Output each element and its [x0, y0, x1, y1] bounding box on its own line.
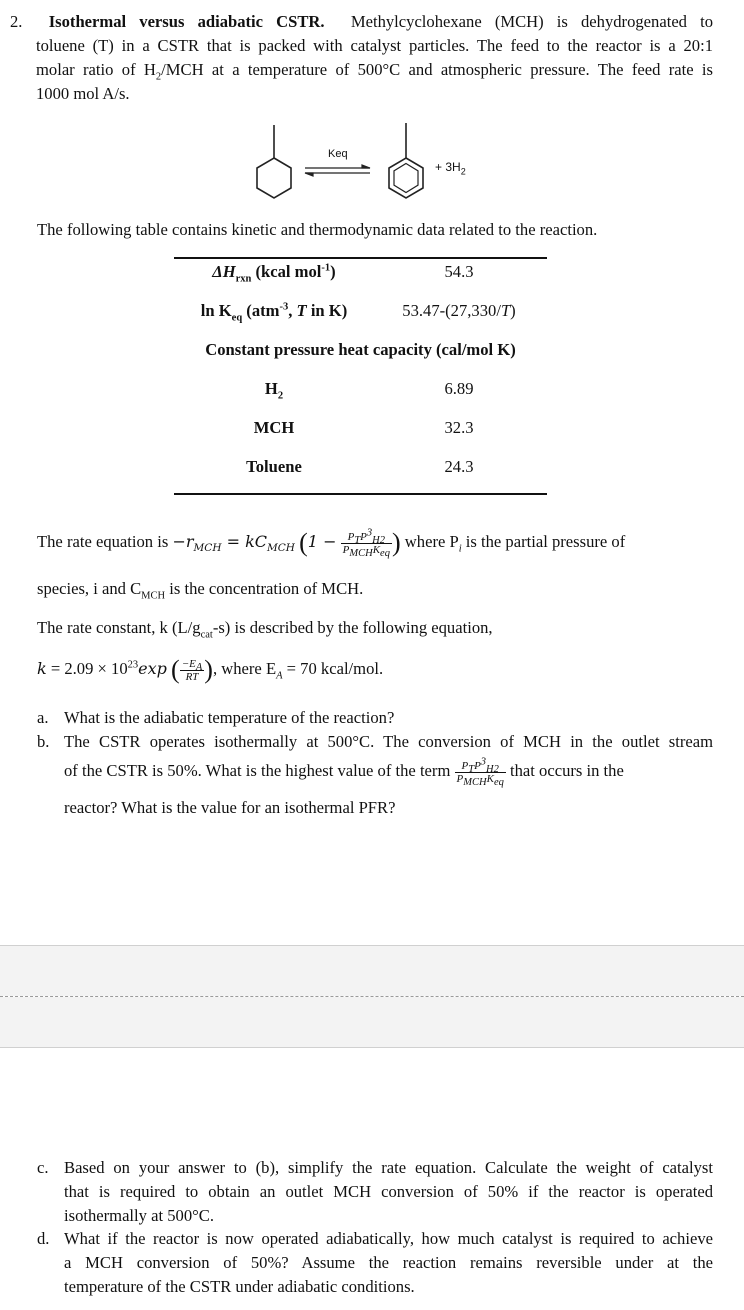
- product-h2-label: + $3H_2$: [435, 160, 466, 177]
- rate-constant-desc: The rate constant, k $(L/g_{cat}-s)$ is described by the following equation,: [37, 618, 493, 641]
- table-row-mch-label: MCH: [253, 418, 295, 437]
- question-b-line-1: The CSTR operates isothermally at 500°C. The conversion of MCH in the outlet stream: [64, 732, 713, 751]
- question-b-line-2: of the CSTR is 50%. What is the highest value of the term $\frac{P_TP^3_{H2}}{P_{MCH}K_{eq}}$ that occurs in the: [64, 756, 624, 788]
- table-row-dhrxn-value: 54.3: [444, 262, 474, 281]
- table-row-keq-label: $\ln K_{eq}$ (atm$^{-3}$, T in K): [200, 301, 348, 324]
- question-b-line-3: reactor? What is the value for an isothermal PFR?: [64, 798, 396, 817]
- question-d-marker: d.: [37, 1229, 50, 1248]
- table-row-toluene-value: 24.3: [444, 457, 474, 476]
- table-row-h2-label: $H_2$: [264, 379, 284, 402]
- table-bottom-rule: [174, 493, 547, 495]
- problem-number: 2.: [10, 12, 23, 31]
- table-intro: The following table contains kinetic and thermodynamic data related to the reaction.: [37, 220, 598, 239]
- intro-line-4: 1000 mol A/s.: [36, 84, 130, 103]
- question-c-text: Based on your answer to (b), simplify the rate equation. Calculate the weight of catalyst that is required to obtain an outlet MCH conversion of 50% if the reactor is operated isothermally at 500°C.: [64, 1158, 713, 1225]
- intro-line-3: molar ratio of $H_2$/MCH at a temperature of 500°C and atmospheric pressure. The feed rate is: [36, 60, 713, 83]
- question-d-text: What if the reactor is now operated adiabatically, how much catalyst is required to achieve a MCH conversion of 50%? Assume the reaction remains reversible under at the temperature of the CSTR under adiabatic conditions.: [64, 1229, 713, 1296]
- table-row-toluene-label: Toluene: [246, 457, 302, 476]
- equilibrium-term-fraction: $\frac{P_TP^3_{H2}}{P_{MCH}K_{eq}}$: [342, 527, 390, 559]
- problem-title: Isothermal versus adiabatic CSTR.: [48, 12, 325, 31]
- cyclohexane-structure: [257, 125, 291, 198]
- intro-line-2: toluene (T) in a CSTR that is packed with catalyst particles. The feed to the reactor is a 20:1: [36, 36, 713, 55]
- table-row-mch-value: 32.3: [444, 418, 474, 437]
- keq-label: Keq: [328, 148, 348, 160]
- page-break-band-bottom: [0, 997, 744, 1048]
- rate-constant-equation: $k = 2.09 \times 10^{23}\exp$ ( $\frac{-E_A}{RT}$ ), where $E_A = 70$ kcal/mol.: [37, 655, 384, 685]
- intro-line-1: 2. Isothermal versus adiabatic CSTR. Methylcyclohexane (MCH) is dehydrogenated to: [10, 12, 714, 31]
- table-row-dhrxn-label: $\Delta H_{rxn}$ (kcal mol$^{-1}$): [212, 262, 336, 285]
- rate-equation: $-r_{MCH} = kC_{MCH}$: [172, 532, 295, 555]
- table-row-keq-value: 53.47-(27,330/T): [402, 301, 516, 320]
- question-a-text: What is the adiabatic temperature of the reaction?: [64, 708, 395, 727]
- page-break-band-top: [0, 945, 744, 996]
- rate-species-line: species, i and $C_{MCH}$ is the concentration of MCH.: [37, 579, 364, 602]
- question-a-marker: a.: [37, 708, 49, 727]
- table-top-rule: [174, 257, 547, 259]
- question-b-marker: b.: [37, 732, 50, 751]
- toluene-structure: [389, 123, 423, 198]
- table-row-h2-value: 6.89: [444, 379, 474, 398]
- table-row-cp-header: Constant pressure heat capacity (cal/mol K): [205, 340, 516, 359]
- problem-header: [10, 10, 713, 106]
- question-c-marker: c.: [37, 1158, 49, 1177]
- equilibrium-arrows: [305, 165, 370, 176]
- rate-equation-line: The rate equation is $-r_{MCH} = kC_{MCH}$ (1 − $\frac{P_TP^3_{H2}}{P_{MCH}K_{eq}}$ ) where $P_i$ is the partial pressure of: [37, 527, 626, 559]
